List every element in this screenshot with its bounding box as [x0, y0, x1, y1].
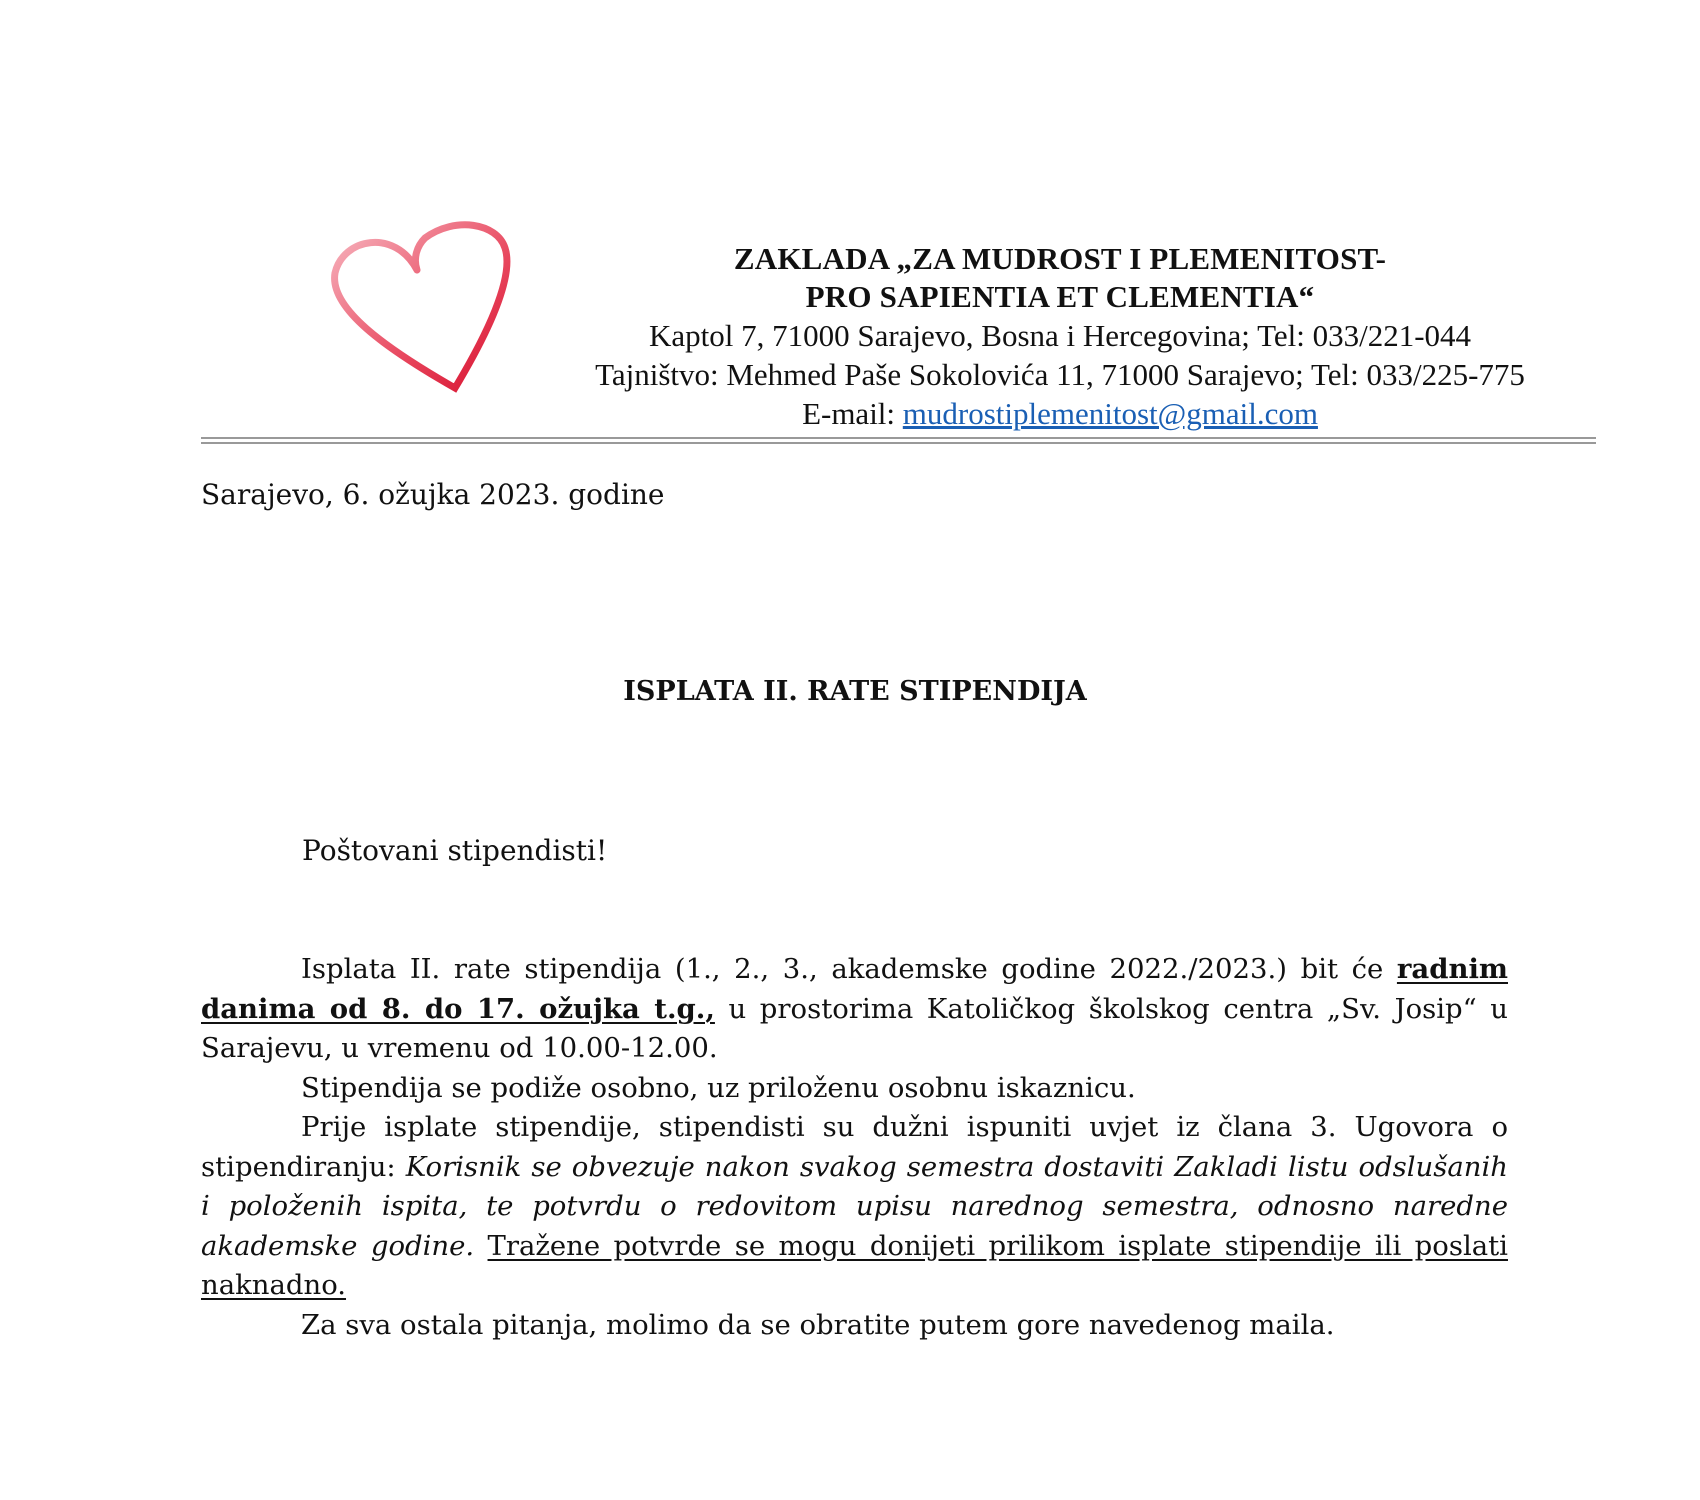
- header-divider: [201, 437, 1596, 439]
- payment-dates: radnim danima od 8. do 17. ožujka t.g.,: [201, 953, 1508, 1025]
- paragraph-4: Za sva ostala pitanja, molimo da se obratite putem gore navedenog maila.: [301, 1308, 1335, 1341]
- org-name-line2: PRO SAPIENTIA ET CLEMENTIA“: [805, 279, 1315, 314]
- org-email-line: [540, 394, 1580, 433]
- letter-body: [201, 950, 1508, 1345]
- email-label: E-mail:: [802, 396, 903, 431]
- letterhead: [540, 240, 1580, 433]
- org-name-line1: ZAKLADA „ZA MUDROST I PLEMENITOST-: [733, 241, 1387, 276]
- org-address: Kaptol 7, 71000 Sarajevo, Bosna i Hercegovina; Tel: 033/221-044: [648, 318, 1472, 353]
- org-secretariat: Tajništvo: Mehmed Paše Sokolovića 11, 71000 Sarajevo; Tel: 033/225-775: [595, 357, 1525, 392]
- paragraph-1: Isplata II. rate stipendija (1., 2., 3., akademske godine 2022./2023.) bit će radnim danima od 8. do 17. ožujka t.g., u prostorima Katoličkog školskog centra „Sv. Josip“ u Sarajevu, u vremenu od 10.00-12.00.: [201, 953, 1508, 1064]
- paragraph-3: Prije isplate stipendije, stipendisti su dužni ispuniti uvjet iz člana 3. Ugovora o stipendiranju: Korisnik se obvezuje nakon svakog semestra dostaviti Zakladi listu odslušanih i položenih ispita, te potvrdu o redovitom upisu narednog semestra, odnosno naredne akademske godine. Tražene potvrde se mogu donijeti prilikom isplate stipendije ili poslati naknadno.: [201, 1111, 1508, 1301]
- contract-quote: Korisnik se obvezuje nakon svakog semestra dostaviti Zakladi listu odslušanih i položenih ispita, te potvrdu o redovitom upisu narednog semestra, odnosno naredne akademske godine.: [201, 1150, 1508, 1262]
- letter-date: Sarajevo, 6. ožujka 2023. godine: [201, 478, 665, 511]
- greeting: Poštovani stipendisti!: [302, 834, 608, 867]
- paragraph-2: Stipendija se podiže osobno, uz priloženu osobnu iskaznicu.: [301, 1071, 1136, 1104]
- email-link[interactable]: mudrostiplemenitost@gmail.com: [902, 396, 1318, 431]
- confirmation-note: Tražene potvrde se mogu donijeti prilikom isplate stipendije ili poslati naknadno.: [201, 1229, 1508, 1301]
- heart-logo-icon: [325, 218, 519, 401]
- header-divider: [201, 442, 1596, 444]
- letter-title: ISPLATA II. RATE STIPENDIJA: [623, 676, 1087, 707]
